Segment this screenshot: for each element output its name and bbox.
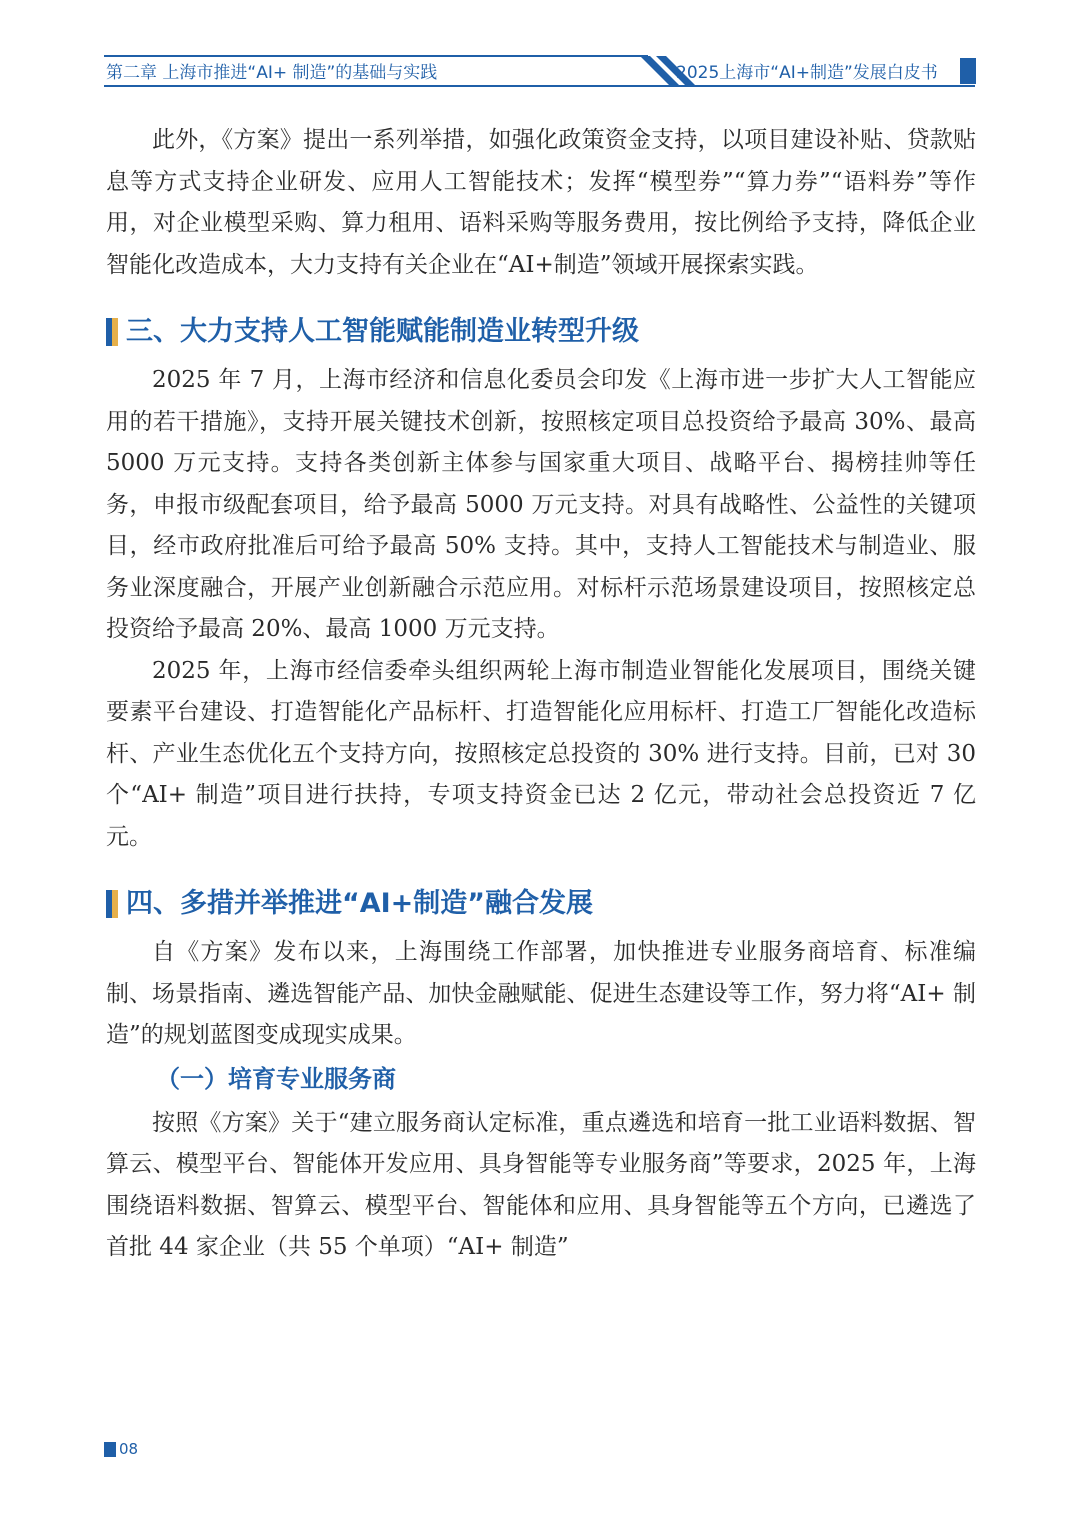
page-body (106, 120, 976, 1269)
subsection-heading-1: （一）培育专业服务商 (156, 1064, 396, 1093)
page-header (0, 0, 1080, 90)
section-heading-3 (106, 312, 976, 352)
paragraph-2: 2025 年 7 月，上海市经济和信息化委员会印发《上海市进一步扩大人工智能应用的若干措施》，支持开展关键技术创新，按照核定项目总投资给予最高 30%、最高 5000 万元支持。支持各类创新主体参与国家重大项目、战略平台、揭榜挂帅等任务，申报市级配套项目，给予最高 5000 万元支持。对具有战略性、公益性的关键项目，经市政府批准后可给予最高 50% 支持。其中，支持人工智能技术与制造业、服务业深度融合，开展产业创新融合示范应用。对标杆示范场景建设项目，按照核定总投资给予最高 20%、最高 1000 万元支持。 (106, 367, 976, 642)
paragraph-4: 自《方案》发布以来，上海围绕工作部署，加快推进专业服务商培育、标准编制、场景指南、遴选智能产品、加快金融赋能、促进生态建设等工作，努力将“AI+ 制造”的规划蓝图变成现实成果。 (106, 939, 976, 1048)
paragraph-1: 此外，《方案》提出一系列举措，如强化政策资金支持，以项目建设补贴、贷款贴息等方式支持企业研发、应用人工智能技术；发挥“模型券”“算力券”“语料券”等作用，对企业模型采购、算力租用、语料采购等服务费用，按比例给予支持，降低企业智能化改造成本，大力支持有关企业在“AI+制造”领域开展探索实践。 (106, 127, 976, 278)
heading-marker (106, 890, 118, 918)
chapter-title: 第二章 上海市推进“AI+ 制造”的基础与实践 (106, 63, 438, 83)
section-heading-4 (106, 884, 976, 924)
section-heading-3-text: 三、大力支持人工智能赋能制造业转型升级 (126, 316, 639, 347)
page-number: 08 (119, 1440, 139, 1458)
paragraph-3: 2025 年，上海市经信委牵头组织两轮上海市制造业智能化发展项目，围绕关键要素平台建设、打造智能化产品标杆、打造智能化应用标杆、打造工厂智能化改造标杆、产业生态优化五个支持方向，按照核定总投资的 30% 进行支持。目前，已对 30 个“AI+ 制造”项目进行扶持，专项支持资金已达 2 亿元，带动社会总投资近 7 亿元。 (106, 657, 976, 850)
heading-marker (106, 318, 118, 346)
book-title: 2025上海市“AI+制造”发展白皮书 (676, 63, 938, 83)
paragraph-5: 按照《方案》关于“建立服务商认定标准，重点遴选和培育一批工业语料数据、智算云、模型平台、智能体开发应用、具身智能等专业服务商”等要求，2025 年，上海围绕语料数据、智算云、模型平台、智能体和应用、具身智能等五个方向，已遴选了首批 44 家企业（共 55 个单项）“AI+ 制造” (106, 1109, 976, 1260)
footer-marker (104, 1442, 116, 1457)
header-end-block (960, 58, 976, 84)
section-heading-4-text: 四、多措并举推进“AI+制造”融合发展 (126, 888, 594, 919)
